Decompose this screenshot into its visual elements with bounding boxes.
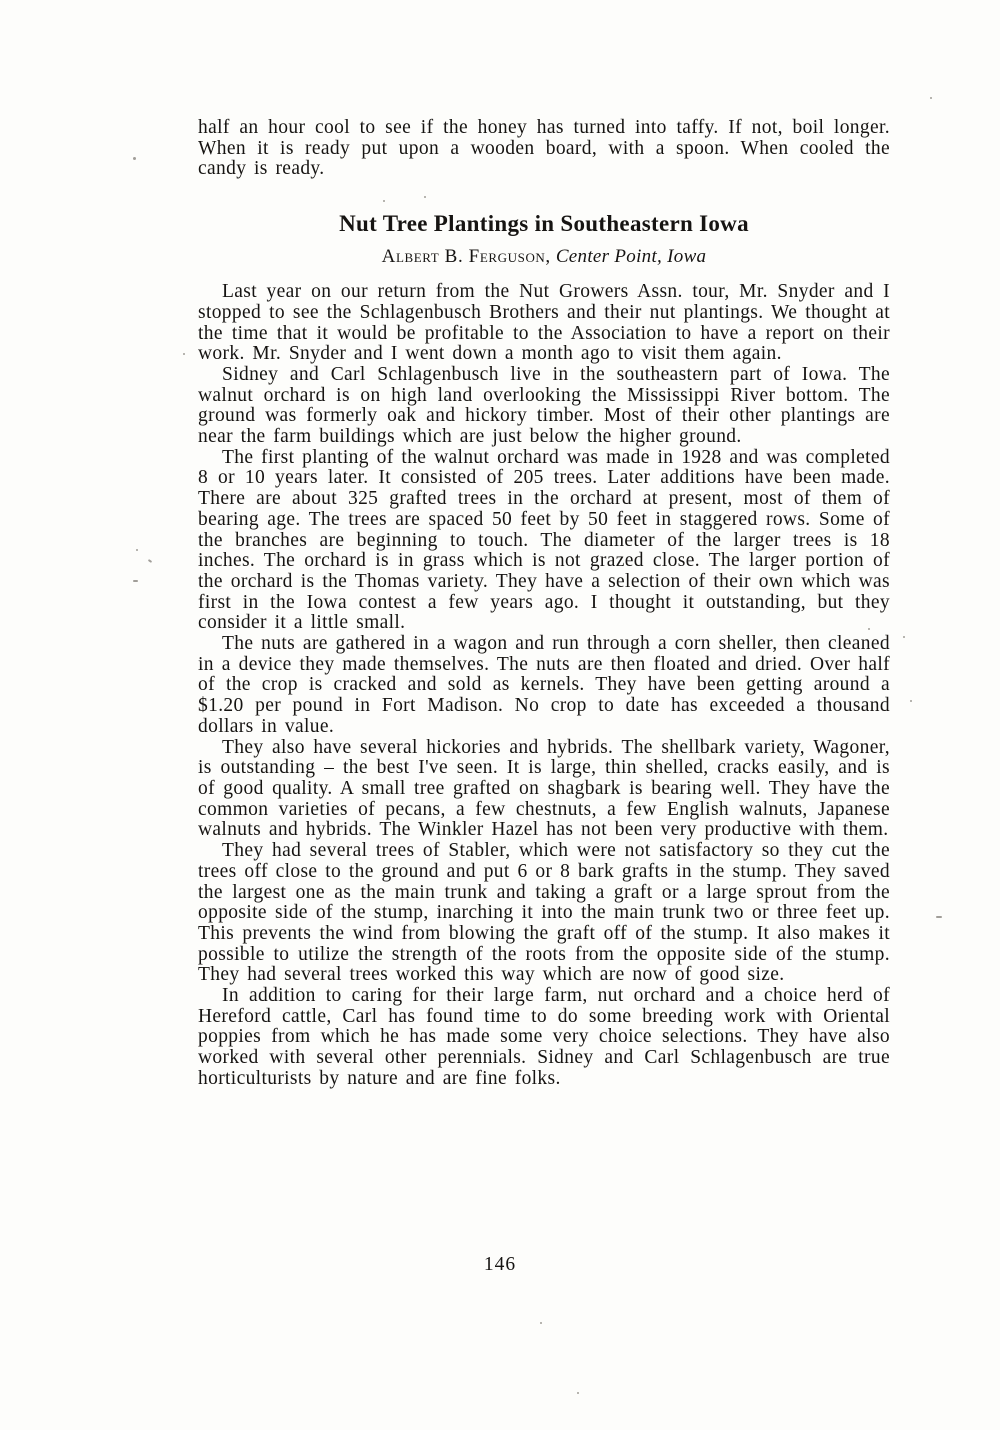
- page-number: 146: [483, 1254, 517, 1275]
- scan-speck: [133, 580, 138, 582]
- body-paragraph-4: The nuts are gathered in a wagon and run through a corn sheller, then cleaned in a device they made themselves. The nuts are then floated and dried. Over half of the crop is cracked and sold as kernels. They have been getting around a $1.20 per pound in Fort Madison. No crop to date has exceeded a thousand dollars in value.: [198, 633, 890, 737]
- scan-speck: [936, 916, 942, 918]
- scan-speck: [133, 157, 136, 160]
- text-block: [198, 118, 890, 1090]
- scan-speck: [424, 196, 426, 198]
- author-location: Center Point, Iowa: [555, 246, 707, 268]
- body-paragraph-1: Last year on our return from the Nut Growers Assn. tour, Mr. Snyder and I stopped to see the Schlagenbusch Brothers and their nut plantings. We thought at the time that it would be profitable to the Association to have a report on their work. Mr. Snyder and I went down a month ago to visit them again.: [198, 281, 890, 365]
- scan-speck: [577, 1392, 579, 1394]
- scan-speck: [868, 628, 870, 630]
- article-title: Nut Tree Plantings in Southeastern Iowa: [339, 211, 749, 237]
- body-paragraph-6: They had several trees of Stabler, which were not satisfactory so they cut the trees off close to the ground and put 6 or 8 bark grafts in the stump. They saved the largest one as the main trunk and taking a graft or a large sprout from the opposite side of the stump, inarching it into the main trunk two or three feet up. This prevents the wind from blowing the graft off of the stump. It also makes it possible to utilize the strength of the roots from the opposite side of the stump. They had several trees worked this way which are now of good size.: [198, 840, 890, 986]
- author-name: Albert B. Ferguson,: [381, 246, 551, 268]
- body-paragraph-3: The first planting of the walnut orchard was made in 1928 and was completed 8 or 10 years later. It consisted of 205 trees. Later additions have been made. There are about 325 grafted trees in the orchard at present, most of them of bearing age. The trees are spaced 50 feet by 50 feet in staggered rows. Some of the branches are beginning to touch. The diameter of the larger trees is 18 inches. The orchard is in grass which is not grazed close. The larger portion of the orchard is the Thomas variety. They have a selection of their own which was first in the Iowa contest a few years ago. I thought it outstanding, but they consider it a little small.: [198, 446, 890, 634]
- scan-speck: [148, 559, 152, 563]
- scan-speck: [540, 1322, 542, 1324]
- scan-speck: [930, 97, 932, 99]
- scan-speck: [383, 200, 385, 202]
- scan-speck: [903, 636, 905, 638]
- article-byline: [198, 246, 890, 268]
- carryover-paragraph: half an hour cool to see if the honey has turned into taffy. If not, boil longer. When it is ready put upon a wooden board, with a spoon. When cooled the candy is ready.: [198, 117, 890, 180]
- body-paragraph-5: They also have several hickories and hybrids. The shellbark variety, Wagoner, is outstanding – the best I've seen. It is large, thin shelled, cracks easily, and is of good quality. A small tree grafted on shagbark is bearing well. They have the common varieties of pecans, a few chestnuts, a few English walnuts, Japanese walnuts and hybrids. The Winkler Hazel has not been very productive with them.: [198, 736, 890, 841]
- scan-speck: [183, 353, 185, 355]
- scan-speck: [136, 549, 138, 551]
- body-paragraph-7: In addition to caring for their large farm, nut orchard and a choice herd of Hereford cattle, Carl has found time to do some breeding work with Oriental poppies from which he has made some very choice selections. They have also worked with several other perennials. Sidney and Carl Schlagenbusch are true horticulturists by nature and are fine folks.: [198, 985, 890, 1089]
- scan-speck: [910, 700, 912, 702]
- body-paragraph-2: Sidney and Carl Schlagenbusch live in the southeastern part of Iowa. The walnut orchard is on high land overlooking the Mississippi River bottom. The ground was formerly oak and hickory timber. Most of their other plantings are near the farm buildings which are just below the higher ground.: [198, 363, 890, 448]
